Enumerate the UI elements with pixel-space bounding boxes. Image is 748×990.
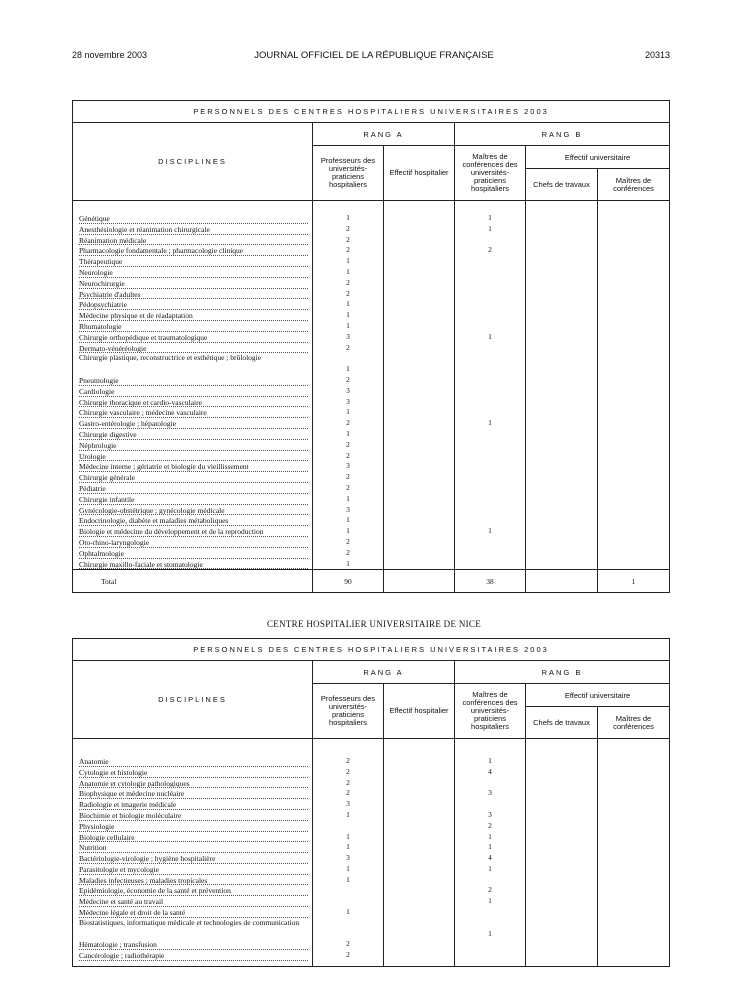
discipline-name: Radiologie et imagerie médicale [79, 799, 308, 810]
maitres-conferences-header: Maîtres de conférences [598, 707, 670, 739]
cell-value [455, 407, 525, 418]
discipline-name: Epidémiologie, économie de la santé et prévention [79, 885, 308, 896]
chefs-travaux-header: Chefs de travaux [526, 707, 598, 739]
cell-value: 1 [346, 526, 350, 536]
cell-value [455, 778, 525, 789]
cell-value: 2 [488, 820, 492, 830]
cell-value: 2 [346, 482, 350, 492]
discipline-name: Pédopsychiatrie [79, 299, 308, 310]
discipline-name: Psychiatrie d'adultes [79, 289, 308, 300]
total-label: Total [73, 570, 313, 593]
discipline-name: Médecine et santé au travail [79, 896, 308, 907]
cell-value [455, 235, 525, 246]
discipline-name: Dermato-vénéréologie [79, 343, 308, 354]
discipline-name: Réanimation médicale [79, 235, 308, 246]
cell-value [313, 821, 383, 832]
section-subtitle: CENTRE HOSPITALIER UNIVERSITAIRE DE NICE [266, 619, 482, 629]
cell-value [455, 375, 525, 386]
discipline-name: Pneumologie [79, 375, 308, 386]
cell-value: 3 [346, 799, 350, 809]
cell-value [455, 451, 525, 462]
total-effectif-hospitalier [384, 570, 455, 593]
cell-value: 3 [488, 809, 492, 819]
cell-value: 1 [346, 863, 350, 873]
cell-value: 2 [346, 418, 350, 428]
cell-value: 1 [488, 863, 492, 873]
cell-value: 1 [346, 558, 350, 568]
table-title: PERSONNELS DES CENTRES HOSPITALIERS UNIVERSITAIRES 2003 [73, 639, 670, 661]
discipline-name: Médecine interne ; gériatrie et biologie du vieillissement [79, 461, 308, 472]
cell-value [455, 799, 525, 810]
total-rang-a: 90 [313, 570, 384, 593]
cell-value [455, 397, 525, 408]
cell-value [455, 537, 525, 548]
discipline-name: Anatomie et cytologie pathologiques [79, 778, 308, 789]
discipline-name: Urologie [79, 451, 308, 462]
rang-a-values [313, 739, 384, 967]
cell-value: 2 [346, 223, 350, 233]
cell-value: 2 [346, 245, 350, 255]
cell-value: 3 [346, 385, 350, 395]
discipline-name: Chirurgie infantile [79, 494, 308, 505]
cell-value: 1 [346, 907, 350, 917]
discipline-name: Biophysique et médecine nucléaire [79, 788, 308, 799]
cell-value: 3 [488, 788, 492, 798]
discipline-name: Cytologie et histologie [79, 767, 308, 778]
discipline-name: Chirurgie générale [79, 472, 308, 483]
cell-value: 2 [346, 450, 350, 460]
maitres-conf-values [598, 739, 670, 967]
cell-value: 2 [346, 374, 350, 384]
discipline-name: Anatomie [79, 756, 308, 767]
effectif-hospitalier-header: Effectif hospitalier [384, 684, 455, 739]
discipline-name: Anesthésiologie et réanimation chirurgicale [79, 224, 308, 235]
maitres-conf-values [598, 201, 670, 570]
cell-value: 2 [346, 547, 350, 557]
cell-value: 3 [346, 853, 350, 863]
cell-value: 1 [346, 256, 350, 266]
cell-value: 2 [346, 788, 350, 798]
cell-value: 2 [346, 777, 350, 787]
cell-value: 2 [346, 234, 350, 244]
cell-value: 4 [488, 766, 492, 776]
cell-value: 4 [488, 853, 492, 863]
discipline-list [73, 739, 313, 967]
discipline-name: Pédiatrie [79, 483, 308, 494]
cell-value [455, 267, 525, 278]
discipline-name: Thérapeutique [79, 256, 308, 267]
table-personnels-2003 [72, 100, 670, 593]
cell-value [455, 440, 525, 451]
discipline-name: Oto-rhino-laryngologie [79, 537, 308, 548]
maitres-conferences-header: Maîtres de conférences [598, 169, 670, 201]
cell-value: 1 [488, 928, 492, 938]
cell-value: 2 [346, 755, 350, 765]
cell-value [455, 353, 525, 375]
discipline-list [73, 201, 313, 570]
discipline-name: Gastro-entérologie ; hépatologie [79, 418, 308, 429]
cell-value [455, 472, 525, 483]
cell-value [455, 343, 525, 354]
cell-value [455, 505, 525, 516]
cell-value [313, 896, 383, 907]
cell-value: 3 [346, 461, 350, 471]
cell-value: 1 [488, 831, 492, 841]
cell-value: 1 [488, 755, 492, 765]
page-number: 20313 [644, 50, 670, 60]
discipline-name: Cardiologie [79, 386, 308, 397]
effectif-hospitalier-values [384, 739, 455, 967]
cell-value: 1 [488, 331, 492, 341]
discipline-name: Chirurgie orthopédique et traumatologique [79, 332, 308, 343]
cell-value: 1 [346, 842, 350, 852]
cell-value: 1 [346, 428, 350, 438]
cell-value: 2 [346, 439, 350, 449]
rang-a-header: RANG A [313, 123, 455, 146]
discipline-name: Parasitologie et mycologie [79, 864, 308, 875]
journal-title: JOURNAL OFFICIEL DE LA RÉPUBLIQUE FRANÇAISE [254, 50, 494, 61]
cell-value: 1 [488, 526, 492, 536]
cell-value: 2 [346, 939, 350, 949]
cell-value [455, 548, 525, 559]
cell-value: 3 [346, 396, 350, 406]
cell-value: 2 [346, 288, 350, 298]
table-nice-2003 [72, 638, 670, 967]
disciplines-header: DISCIPLINES [73, 661, 313, 739]
cell-value: 1 [346, 266, 350, 276]
cell-value: 2 [346, 472, 350, 482]
cell-value: 1 [346, 407, 350, 417]
cell-value [455, 321, 525, 332]
professeurs-header: Professeurs des universités-praticiens hospitaliers [313, 684, 384, 739]
header-date: 28 novembre 2003 [72, 50, 148, 60]
rang-b-header: RANG B [455, 661, 670, 684]
cell-value: 2 [346, 277, 350, 287]
discipline-name: Chirurgie digestive [79, 429, 308, 440]
discipline-name: Chirurgie vasculaire ; médecine vasculaire [79, 407, 308, 418]
cell-value [455, 950, 525, 961]
table-title: PERSONNELS DES CENTRES HOSPITALIERS UNIVERSITAIRES 2003 [73, 101, 670, 123]
cell-value [455, 256, 525, 267]
discipline-name: Néphrologie [79, 440, 308, 451]
discipline-name: Nutrition [79, 842, 308, 853]
total-chefs [526, 570, 598, 593]
total-rang-b: 38 [455, 570, 526, 593]
maitres-header: Maîtres de conférences des universités-praticiens hospitaliers [455, 684, 526, 739]
cell-value [455, 559, 525, 570]
cell-value: 1 [346, 310, 350, 320]
cell-value [455, 289, 525, 300]
cell-value: 1 [346, 831, 350, 841]
discipline-name: Biostatistiques, informatique médicale et technologies de communication [79, 917, 300, 927]
cell-value: 1 [346, 299, 350, 309]
cell-value: 1 [488, 842, 492, 852]
cell-value: 2 [346, 536, 350, 546]
chefs-values [526, 201, 598, 570]
discipline-name: Gynécologie-obstétrique ; gynécologie médicale [79, 505, 308, 516]
discipline-name: Médecine physique et de réadaptation [79, 310, 308, 321]
cell-value: 1 [488, 223, 492, 233]
cell-value [455, 429, 525, 440]
cell-value [455, 278, 525, 289]
discipline-name: Biologie et médecine du développement et de la reproduction [79, 526, 308, 537]
cell-value [313, 918, 383, 940]
cell-value: 1 [346, 809, 350, 819]
professeurs-header: Professeurs des universités-praticiens hospitaliers [313, 146, 384, 201]
discipline-name: Médecine légale et droit de la santé [79, 907, 308, 918]
maitres-header: Maîtres de conférences des universités-praticiens hospitaliers [455, 146, 526, 201]
effectif-hospitalier-values [384, 201, 455, 570]
cell-value [455, 310, 525, 321]
cell-value [455, 875, 525, 886]
chefs-travaux-header: Chefs de travaux [526, 169, 598, 201]
discipline-name: Neurologie [79, 267, 308, 278]
cell-value [455, 907, 525, 918]
cell-value [455, 494, 525, 505]
rang-a-values [313, 201, 384, 570]
rang-b-values [455, 201, 526, 570]
chefs-values [526, 739, 598, 967]
total-maitres-conf: 1 [598, 570, 670, 593]
cell-value: 1 [346, 213, 350, 222]
disciplines-header: DISCIPLINES [73, 123, 313, 201]
rang-a-header: RANG A [313, 661, 455, 684]
discipline-name: Cancérologie ; radiothérapie [79, 950, 308, 961]
cell-value: 1 [346, 515, 350, 525]
discipline-name: Génétique [79, 213, 308, 224]
discipline-name: Neurochirurgie [79, 278, 308, 289]
cell-value [455, 483, 525, 494]
cell-value: 2 [488, 245, 492, 255]
cell-value: 2 [346, 766, 350, 776]
cell-value: 1 [346, 320, 350, 330]
effectif-universitaire-header: Effectif universitaire [526, 684, 670, 707]
discipline-name: Bactériologie-virologie ; hygiène hospitalière [79, 853, 308, 864]
discipline-name: Hématologie ; transfusion [79, 939, 308, 950]
discipline-name: Biochimie et biologie moléculaire [79, 810, 308, 821]
cell-value: 1 [488, 213, 492, 222]
discipline-name: Biologie cellulaire [79, 832, 308, 843]
cell-value [455, 386, 525, 397]
discipline-name: Chirurgie maxillo-faciale et stomatologie [79, 559, 308, 570]
cell-value: 3 [346, 331, 350, 341]
cell-value: 2 [346, 342, 350, 352]
cell-value [313, 885, 383, 896]
cell-value: 1 [488, 418, 492, 428]
cell-value: 1 [346, 493, 350, 503]
discipline-name: Physiologie [79, 821, 308, 832]
cell-value: 1 [488, 896, 492, 906]
cell-value: 2 [346, 950, 350, 960]
discipline-name: Pharmacologie fondamentale ; pharmacologie clinique [79, 245, 308, 256]
discipline-name: Rhumatologie [79, 321, 308, 332]
discipline-name: Ophtalmologie [79, 548, 308, 559]
cell-value [455, 515, 525, 526]
cell-value: 1 [346, 874, 350, 884]
rang-b-header: RANG B [455, 123, 670, 146]
cell-value: 3 [346, 504, 350, 514]
effectif-universitaire-header: Effectif universitaire [526, 146, 670, 169]
effectif-hospitalier-header: Effectif hospitalier [384, 146, 455, 201]
cell-value [455, 939, 525, 950]
rang-b-values [455, 739, 526, 967]
cell-value: 2 [488, 885, 492, 895]
discipline-name: Endocrinologie, diabète et maladies métaboliques [79, 515, 308, 526]
cell-value [455, 299, 525, 310]
discipline-name: Maladies infectieuses ; maladies tropicales [79, 875, 308, 886]
cell-value [455, 461, 525, 472]
discipline-name: Chirurgie thoracique et cardio-vasculaire [79, 397, 308, 408]
discipline-name: Chirurgie plastique, reconstructrice et esthétique ; brûlologie [79, 353, 262, 363]
cell-value: 1 [346, 364, 350, 374]
